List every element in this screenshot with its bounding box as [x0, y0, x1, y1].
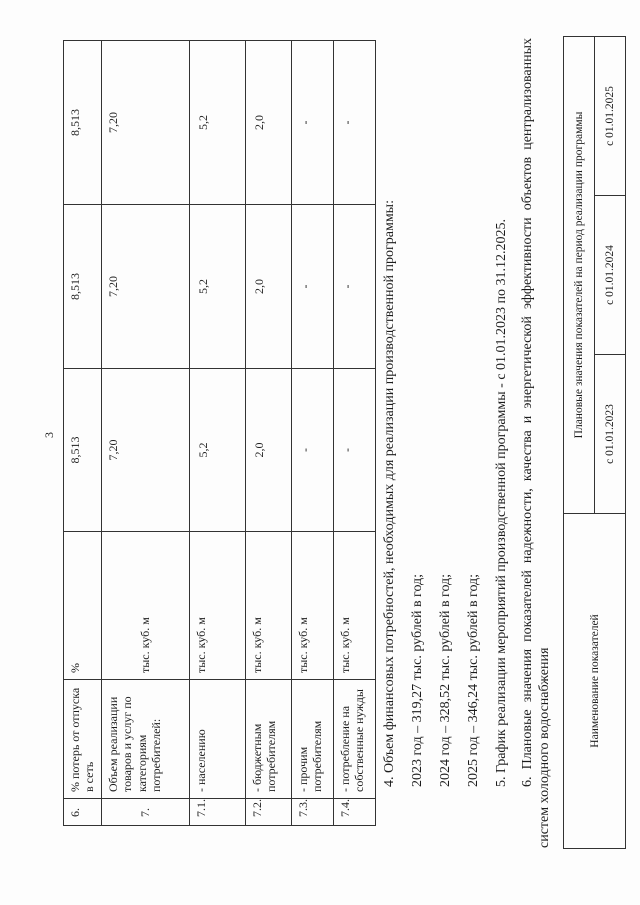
col-name-header: Наименование показателей	[564, 514, 626, 849]
value-2024: 2,0	[246, 205, 292, 369]
row-unit: тыс. куб. м	[190, 532, 246, 680]
value-2023: -	[292, 369, 334, 532]
indicators-table	[63, 40, 376, 826]
period-2025: с 01.01.2025	[595, 36, 626, 195]
row-name: Объем реализации товаров и услуг по категориям потребителей:	[102, 680, 190, 799]
row-name: - прочим потребителям	[292, 680, 334, 799]
row-number: 7.3.	[292, 799, 334, 826]
period-2024: с 01.01.2024	[595, 196, 626, 355]
value-2023: 7,20	[102, 369, 190, 532]
table-row	[292, 41, 334, 826]
value-2024: 7,20	[102, 205, 190, 369]
section-4-line-2025: 2025 год – 346,24 тыс. рублей в год;	[466, 573, 481, 787]
value-2025: 2,0	[246, 41, 292, 205]
value-2025: -	[292, 41, 334, 205]
section-5-text: 5. График реализации мероприятий производственной программы - с 01.01.2023 по 31.12.2025.	[494, 218, 509, 787]
table-row	[190, 41, 246, 826]
row-unit: тыс. куб. м	[292, 532, 334, 680]
value-2023: 2,0	[246, 369, 292, 532]
row-number: 7.4.	[334, 799, 376, 826]
section-4-line-2024: 2024 год – 328,52 тыс. рублей в год;	[438, 573, 453, 787]
value-2023: -	[334, 369, 376, 532]
value-2024: 5,2	[190, 205, 246, 369]
section-4-heading: 4. Объем финансовых потребностей, необходимых для реализации производственной программы:	[382, 200, 397, 787]
row-name: - населению	[190, 680, 246, 799]
value-2024: -	[292, 205, 334, 369]
page-number: 3	[42, 432, 56, 438]
plan-header-row	[564, 36, 595, 848]
row-name: - потребление на собственные нужды	[334, 680, 376, 799]
value-2025: 8,513	[64, 41, 102, 205]
plan-values-table	[563, 36, 626, 849]
row-number: 7.	[102, 799, 190, 826]
row-unit: %	[64, 532, 102, 680]
value-2024: -	[334, 205, 376, 369]
row-unit: тыс. куб. м	[246, 532, 292, 680]
group-header: Плановые значения показателей на период реализации программы	[564, 36, 595, 513]
section-6-text: 6. Плановые значения показателей надежности, качества и энергетической эффективности объектов централизованных систем холодного водоснабжения	[520, 38, 552, 848]
row-number: 6.	[64, 799, 102, 826]
period-2023: с 01.01.2023	[595, 355, 626, 514]
value-2025: 7,20	[102, 41, 190, 205]
value-2025: -	[334, 41, 376, 205]
row-name: % потерь от отпуска в сеть	[64, 680, 102, 799]
row-number: 7.2.	[246, 799, 292, 826]
value-2024: 8,513	[64, 205, 102, 369]
value-2025: 5,2	[190, 41, 246, 205]
row-unit: тыс. куб. м	[334, 532, 376, 680]
row-name: - бюджетным потребителям	[246, 680, 292, 799]
table-row	[246, 41, 292, 826]
table-row	[334, 41, 376, 826]
row-number: 7.1.	[190, 799, 246, 826]
value-2023: 5,2	[190, 369, 246, 532]
table-row	[102, 41, 190, 826]
value-2023: 8,513	[64, 369, 102, 532]
table-row	[64, 41, 102, 826]
row-unit: тыс. куб. м	[102, 532, 190, 680]
section-4-line-2023: 2023 год – 319,27 тыс. рублей в год;	[410, 573, 425, 787]
